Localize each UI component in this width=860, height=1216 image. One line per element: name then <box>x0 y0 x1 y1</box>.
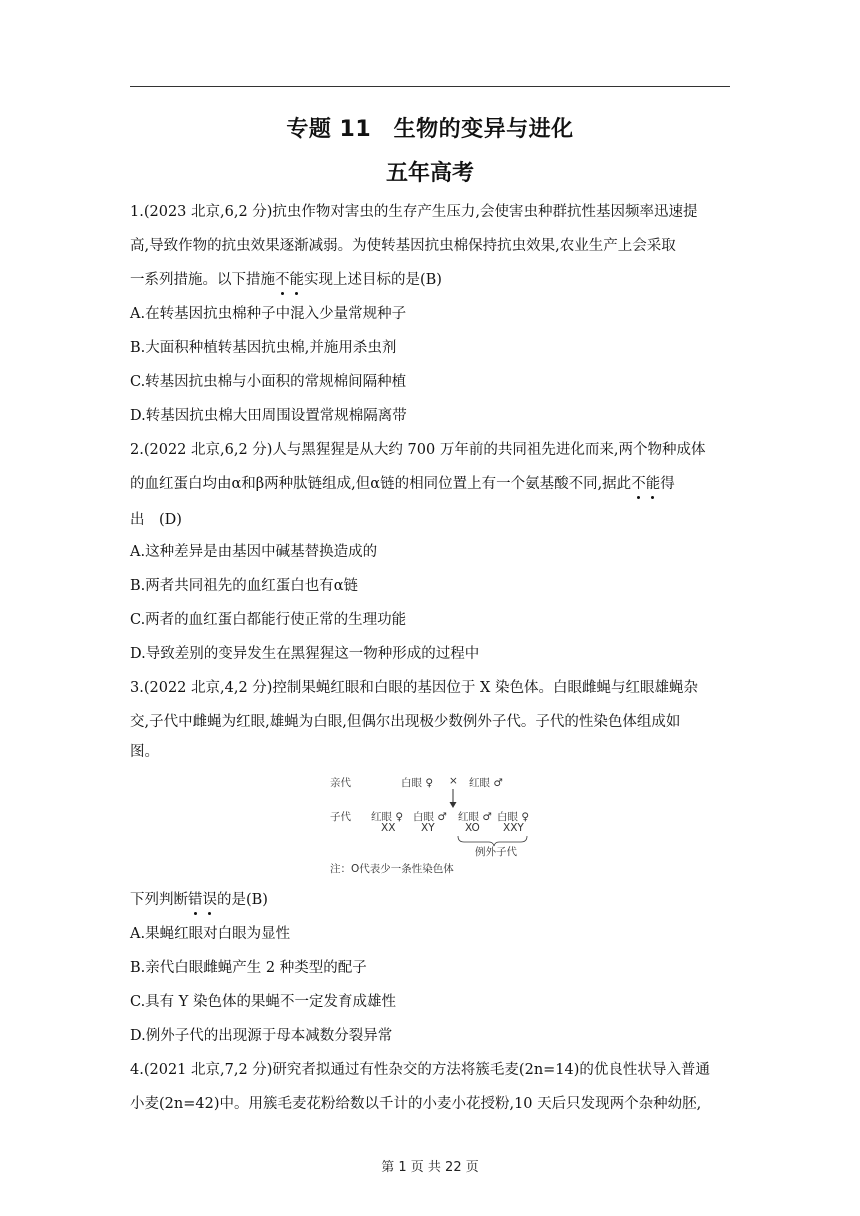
offspring-1-phenotype: 红眼 ♀ <box>371 811 404 823</box>
q4-line-2: 小麦(2n=42)中。用簇毛麦花粉给数以千计的小麦小花授粉,10 天后只发现两个杂种幼胚, <box>130 1096 702 1112</box>
q4-line-1: 4.(2021 北京,7,2 分)研究者拟通过有性杂交的方法将簇毛麦(2n=14)的优良性状导入普通 <box>130 1062 710 1078</box>
emphasis-char: 能 <box>645 476 661 492</box>
emphasis-char: 不 <box>631 476 646 492</box>
q1-option-d: D.转基因抗虫棉大田周围设置常规棉隔离带 <box>130 408 407 424</box>
exception-label: 例外子代 <box>475 846 517 858</box>
offspring-3-phenotype: 红眼 ♂ <box>458 811 492 823</box>
q3-option-b: B.亲代白眼雌蝇产生 2 种类型的配子 <box>130 960 367 976</box>
offspring-generation-label: 子代 <box>330 811 351 823</box>
q2-text: 的血红蛋白均由α和β两种肽链组成,但α链的相同位置上有一个氨基酸不同,据此 <box>130 476 632 492</box>
page-title: 专题 11 生物的变异与进化 <box>286 117 574 142</box>
q1-line-1: 1.(2023 北京,6,2 分)抗虫作物对害虫的生存产生压力,会使害虫种群抗性基因频率迅速提 <box>130 204 698 220</box>
q1-text: 一系列措施。以下措施 <box>130 272 275 288</box>
q2-option-a: A.这种差异是由基因中碱基替换造成的 <box>130 544 378 560</box>
page-footer: 第 1 页 共 22 页 <box>381 1160 479 1175</box>
q2-text: 得 <box>660 476 675 492</box>
cross-symbol: × <box>449 775 458 787</box>
q1-option-b: B.大面积种植转基因抗虫棉,并施用杀虫剂 <box>130 340 397 356</box>
offspring-2-phenotype: 白眼 ♂ <box>413 811 447 823</box>
q3-option-d: D.例外子代的出现源于母本减数分裂异常 <box>130 1028 393 1044</box>
q3-option-c: C.具有 Y 染色体的果蝇不一定发育成雄性 <box>130 994 396 1010</box>
offspring-4-genotype: XXY <box>503 822 524 834</box>
emphasis-char: 误 <box>202 892 217 908</box>
header-rule <box>130 86 730 87</box>
q3-line-3: 图。 <box>130 744 159 760</box>
q1-option-c: C.转基因抗虫棉与小面积的常规棉间隔种植 <box>130 374 407 390</box>
q3-text: 下列判断 <box>130 892 188 908</box>
q1-line-2: 高,导致作物的抗虫效果逐渐减弱。为使转基因抗虫棉保持抗虫效果,农业生产上会采取 <box>130 238 676 254</box>
q3-text: 的是(B) <box>217 892 268 908</box>
q3-line-2: 交,子代中雌蝇为红眼,雄蝇为白眼,但偶尔出现极少数例外子代。子代的性染色体组成如 <box>130 714 681 730</box>
emphasis-char: 能 <box>289 272 304 288</box>
parent-male: 红眼 ♂ <box>469 777 503 789</box>
parent-generation-label: 亲代 <box>330 777 351 789</box>
q2-option-c: C.两者的血红蛋白都能行使正常的生理功能 <box>130 612 407 628</box>
q3-option-a: A.果蝇红眼对白眼为显性 <box>130 926 291 942</box>
q1-text: 实现上述目标的是(B) <box>304 272 442 288</box>
q2-option-d: D.导致差别的变异发生在黑猩猩这一物种形成的过程中 <box>130 646 480 662</box>
figure-note: 注：O代表少一条性染色体 <box>330 863 454 875</box>
parent-female: 白眼 ♀ <box>401 777 434 789</box>
q2-line-2 <box>130 474 740 494</box>
emphasis-char: 不 <box>275 272 290 288</box>
q2-line-1: 2.(2022 北京,6,2 分)人与黑猩猩是从大约 700 万年前的共同祖先进化而来,两个物种成体 <box>130 442 706 458</box>
q3-stem <box>130 890 740 910</box>
offspring-1-genotype: XX <box>381 822 396 834</box>
cross-diagram <box>325 772 540 876</box>
q1-line-3 <box>130 270 740 290</box>
offspring-4-phenotype: 白眼 ♀ <box>497 811 530 823</box>
q2-option-b: B.两者共同祖先的血红蛋白也有α链 <box>130 578 359 594</box>
offspring-2-genotype: XY <box>421 822 435 834</box>
q3-line-1: 3.(2022 北京,4,2 分)控制果蝇红眼和白眼的基因位于 X 染色体。白眼雌蝇与红眼雄蝇杂 <box>130 680 698 696</box>
q1-option-a: A.在转基因抗虫棉种子中混入少量常规种子 <box>130 306 407 322</box>
q2-line-3: 出 (D) <box>130 512 182 528</box>
arrow-head <box>450 802 457 808</box>
page-subtitle: 五年高考 <box>385 161 474 186</box>
offspring-3-genotype: XO <box>465 822 480 834</box>
emphasis-char: 错 <box>188 892 203 908</box>
